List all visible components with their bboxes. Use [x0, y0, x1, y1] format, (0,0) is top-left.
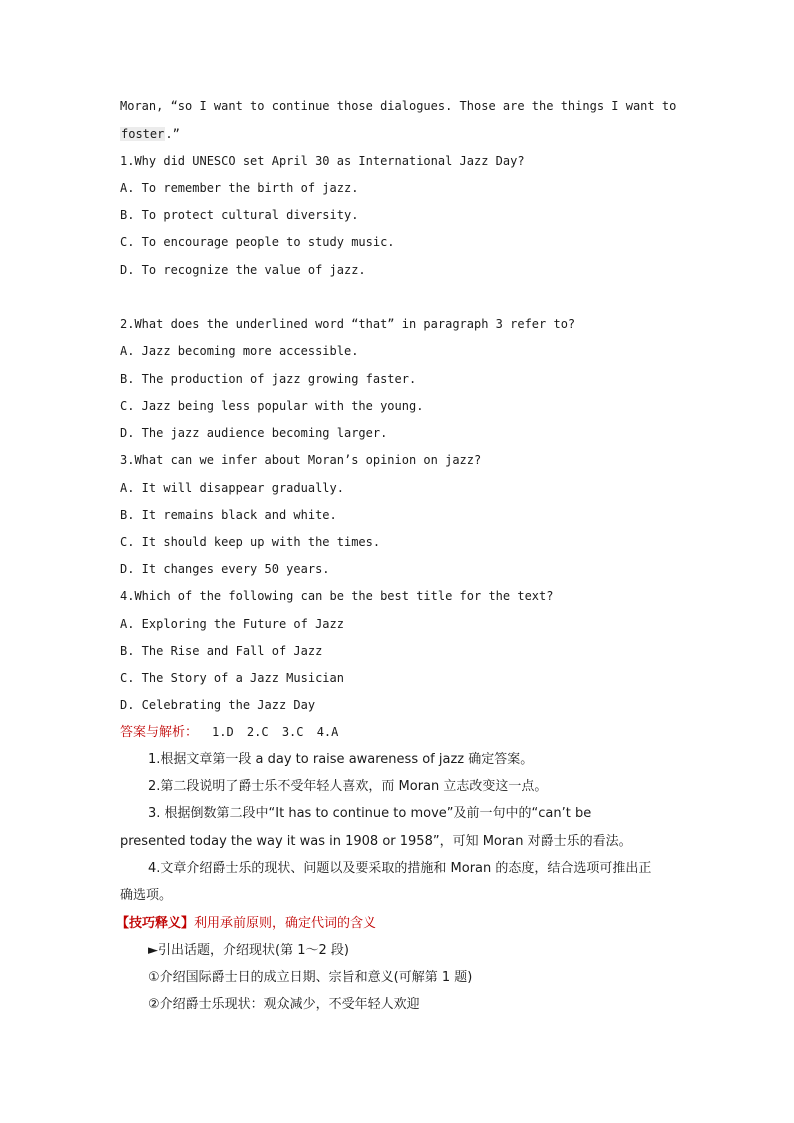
option: D. Celebrating the Jazz Day [120, 698, 316, 712]
question-stem: 3.What can we infer about Moran’s opinion on jazz? [120, 453, 482, 467]
option: D. To recognize the value of jazz. [120, 263, 366, 277]
option: B. To protect cultural diversity. [120, 208, 359, 222]
passage-line [120, 125, 180, 143]
option: A. To remember the birth of jazz. [120, 181, 359, 195]
option: C. To encourage people to study music. [120, 235, 395, 249]
option: D. The jazz audience becoming larger. [120, 426, 388, 440]
option: B. The production of jazz growing faster. [120, 372, 417, 386]
outline-item: ►引出话题，介绍现状(第 1～2 段) [148, 943, 349, 958]
passage-line-tail: .” [165, 127, 180, 141]
answer-line [120, 723, 338, 742]
question-stem: 4.Which of the following can be the best title for the text? [120, 589, 554, 603]
explanation-line: presented today the way it was in 1908 or 1958”，可知 Moran 对爵士乐的看法。 [120, 834, 632, 849]
option: A. Exploring the Future of Jazz [120, 617, 344, 631]
option: C. Jazz being less popular with the young. [120, 399, 424, 413]
explanation-line: 4.文章介绍爵士乐的现状、问题以及要采取的措施和 Moran 的态度，结合选项可推出正 [148, 861, 652, 876]
option: C. The Story of a Jazz Musician [120, 671, 344, 685]
option: B. The Rise and Fall of Jazz [120, 644, 323, 658]
explanation-line: 2.第二段说明了爵士乐不受年轻人喜欢，而 Moran 立志改变这一点。 [148, 779, 548, 794]
explanation-line: 确选项。 [120, 888, 173, 903]
answer-keys: 1.D 2.C 3.C 4.A [212, 725, 339, 739]
passage-line: Moran, “so I want to continue those dialogues. Those are the things I want to [120, 99, 677, 113]
explanation-line: 1.根据文章第一段 a day to raise awareness of jazz 确定答案。 [148, 752, 534, 767]
option: A. It will disappear gradually. [120, 481, 344, 495]
option: C. It should keep up with the times. [120, 535, 381, 549]
explanation-line: 3. 根据倒数第二段中“It has to continue to move”及前一句中的“can’t be [148, 806, 592, 821]
question-stem: 2.What does the underlined word “that” in paragraph 3 refer to? [120, 317, 576, 331]
highlighted-word: foster [121, 127, 165, 141]
skill-header [116, 914, 376, 933]
outline-item: ①介绍国际爵士日的成立日期、宗旨和意义(可解第 1 题) [148, 970, 473, 985]
skill-tag: 【技巧释义】 [116, 916, 195, 931]
option: A. Jazz becoming more accessible. [120, 344, 359, 358]
answer-label: 答案与解析： [120, 725, 199, 740]
option: B. It remains black and white. [120, 508, 337, 522]
outline-item: ②介绍爵士乐现状：观众减少，不受年轻人欢迎 [148, 997, 420, 1012]
skill-title: 利用承前原则，确定代词的含义 [194, 916, 377, 931]
question-stem: 1.Why did UNESCO set April 30 as International Jazz Day? [120, 154, 525, 168]
option: D. It changes every 50 years. [120, 562, 330, 576]
